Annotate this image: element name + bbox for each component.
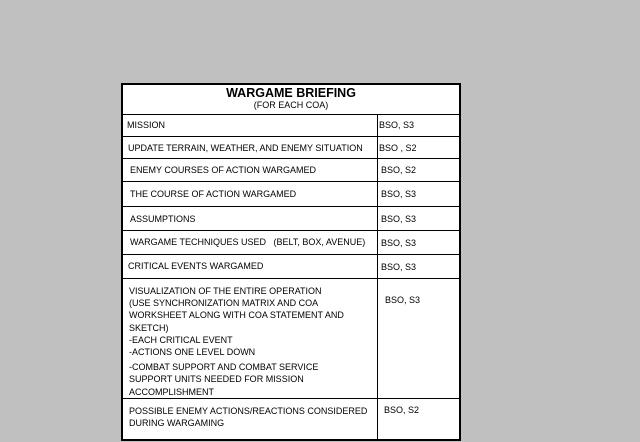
table-title: WARGAME BRIEFING — [226, 86, 356, 100]
row-item-lines — [129, 285, 344, 398]
row-item-line: -ACTIONS ONE LEVEL DOWN — [129, 347, 256, 358]
row-responsible: BSO, S3 — [381, 238, 417, 248]
row-item-line: (USE SYNCHRONIZATION MATRIX AND COA — [129, 298, 319, 309]
row-responsible: BSO, S3 — [381, 214, 417, 224]
row-item: ASSUMPTIONS — [130, 214, 196, 224]
table-row-critical-events — [123, 255, 459, 279]
row-item: MISSION — [127, 120, 166, 130]
table-row-mission — [123, 114, 459, 137]
row-item-line: -COMBAT SUPPORT AND COMBAT SERVICE — [129, 362, 319, 373]
row-item — [130, 236, 365, 248]
row-responsible: BSO, S2 — [381, 165, 417, 175]
wargame-briefing-table — [121, 83, 461, 441]
row-responsible: BSO, S3 — [381, 262, 417, 272]
row-item-note: (BELT, BOX, AVENUE) — [273, 237, 366, 247]
table-header — [123, 85, 459, 115]
table-row-update-terrain — [123, 137, 459, 159]
row-item-line: WORKSHEET ALONG WITH COA STATEMENT AND — [129, 310, 344, 321]
row-item-line: -EACH CRITICAL EVENT — [129, 334, 233, 345]
table-row-assumptions — [123, 207, 459, 231]
row-responsible: BSO , S2 — [379, 143, 417, 153]
row-item-line: ACCOMPLISHMENT — [129, 386, 215, 397]
row-item-line: VISUALIZATION OF THE ENTIRE OPERATION — [129, 286, 322, 296]
row-item-line: POSSIBLE ENEMY ACTIONS/REACTIONS CONSIDERED — [129, 406, 368, 416]
row-item-lines — [129, 405, 367, 429]
row-item-line: DURING WARGAMING — [129, 418, 225, 429]
row-item: ENEMY COURSES OF ACTION WARGAMED — [130, 165, 317, 175]
row-item-line: SUPPORT UNITS NEEDED FOR MISSION — [129, 374, 304, 385]
row-item-text: WARGAME TECHNIQUES USED — [130, 237, 267, 247]
table-row-enemy-coa — [123, 159, 459, 182]
row-responsible: BSO, S3 — [379, 120, 415, 130]
row-responsible: BSO, S2 — [384, 405, 420, 415]
table-row-coa-wargamed — [123, 182, 459, 207]
row-item-line: SKETCH) — [129, 322, 169, 333]
row-responsible: BSO, S3 — [385, 295, 421, 305]
table-subtitle: (FOR EACH COA) — [253, 100, 329, 110]
row-item: CRITICAL EVENTS WARGAMED — [128, 261, 264, 271]
table-row-visualization — [123, 279, 459, 399]
row-item: THE COURSE OF ACTION WARGAMED — [130, 189, 297, 199]
table-row-wargame-techniques — [123, 231, 459, 255]
row-item: UPDATE TERRAIN, WEATHER, AND ENEMY SITUATION — [128, 143, 363, 153]
row-responsible: BSO, S3 — [381, 189, 417, 199]
table-row-enemy-reactions — [123, 399, 459, 439]
